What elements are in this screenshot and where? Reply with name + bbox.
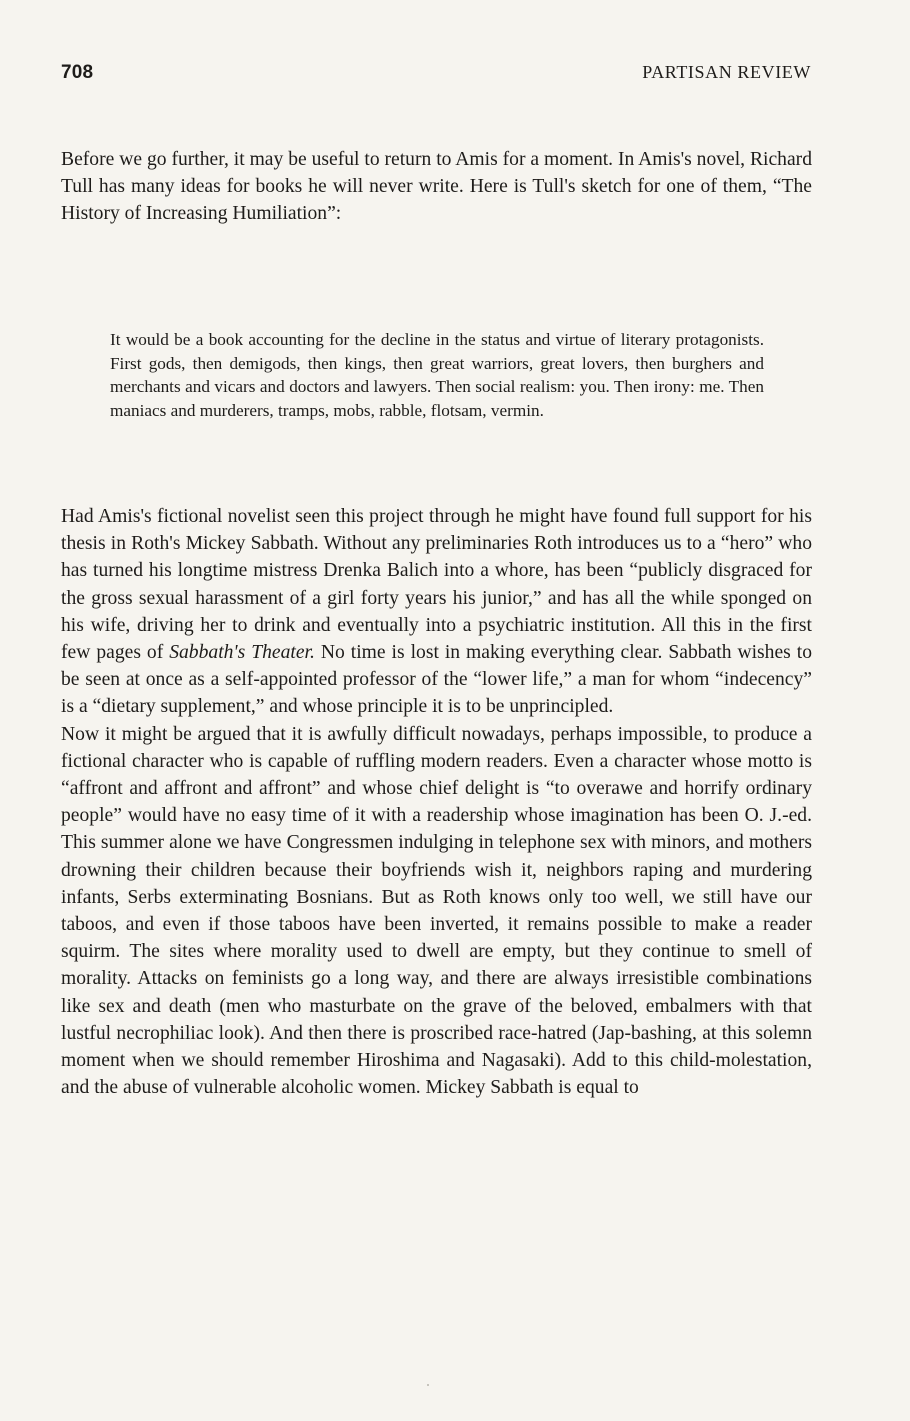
page-number: 708 [61, 62, 94, 83]
book-title: Sabbath's Theater. [169, 642, 315, 664]
body-text [61, 503, 812, 1101]
body-paragraph: Now it might be argued that it is awfully difficult nowadays, perhaps impossible, to produce a fictional character who is capable of ruffling modern readers. Even a character whose motto is “affront and affront and affront” and whose chief delight is “to overawe and horrify ordinary people” would have no easy time of it with a readership whose imagination has been O. J.-ed. This summer alone we have Congressmen indulging in telephone sex with minors, and mothers drowning their children because their boyfriends wish it, neighbors raping and murdering infants, Serbs exterminating Bosnians. But as Roth knows only too well, we still have our taboos, and even if those taboos have been inverted, it remains possible to make a reader squirm. The sites where morality used to dwell are empty, but they continue to smell of morality. Attacks on feminists go a long way, and there are always irresistible combinations like sex and death (men who masturbate on the grave of the beloved, embalmers with that lustful necrophiliac look). And then there is proscribed race-hatred (Jap-bashing, at this solemn moment when we should remember Hiroshima and Nagasaki). Add to this child-molestation, and the abuse of vulnerable alcoholic women. Mickey Sabbath is equal to [61, 723, 812, 1099]
paragraph-2-part-2: No time is lost in making everything clear. Sabbath wishes to be seen at once as a self-appointed professor of the “lower life,” a man for whom “indecency” is a “dietary supplement,” and whose principle it is to be unprincipled. [61, 642, 812, 718]
intro-paragraph [61, 146, 812, 228]
body-paragraph [61, 503, 812, 721]
intro-text: Before we go further, it may be useful to return to Amis for a moment. In Amis's novel, Richard Tull has many ideas for books he will never write. Here is Tull's sketch for one of them, “The History of Increasing Humiliation”: [61, 149, 812, 225]
block-quote-text: It would be a book accounting for the decline in the status and virtue of literary protagonists. First gods, then demigods, then kings, then great warriors, great lovers, then burghers and merchants and vicars and doctors and lawyers. Then social realism: you. Then irony: me. Then maniacs and murderers, tramps, mobs, rabble, flotsam, vermin. [110, 330, 764, 421]
paragraph-2-part-1: Had Amis's fictional novelist seen this project through he might have found full support for his thesis in Roth's Mickey Sabbath. Without any preliminaries Roth introduces us to a “hero” who has turned his longtime mistress Drenka Balich into a whore, has been “publicly disgraced for the gross sexual harassment of a girl forty years his junior,” and has all the while sponged on his wife, driving her to drink and eventually into a psychiatric institution. All this in the first few pages of [61, 506, 812, 664]
paper-speck [427, 1384, 429, 1386]
block-quote [110, 328, 764, 423]
running-head: PARTISAN REVIEW [642, 62, 811, 82]
